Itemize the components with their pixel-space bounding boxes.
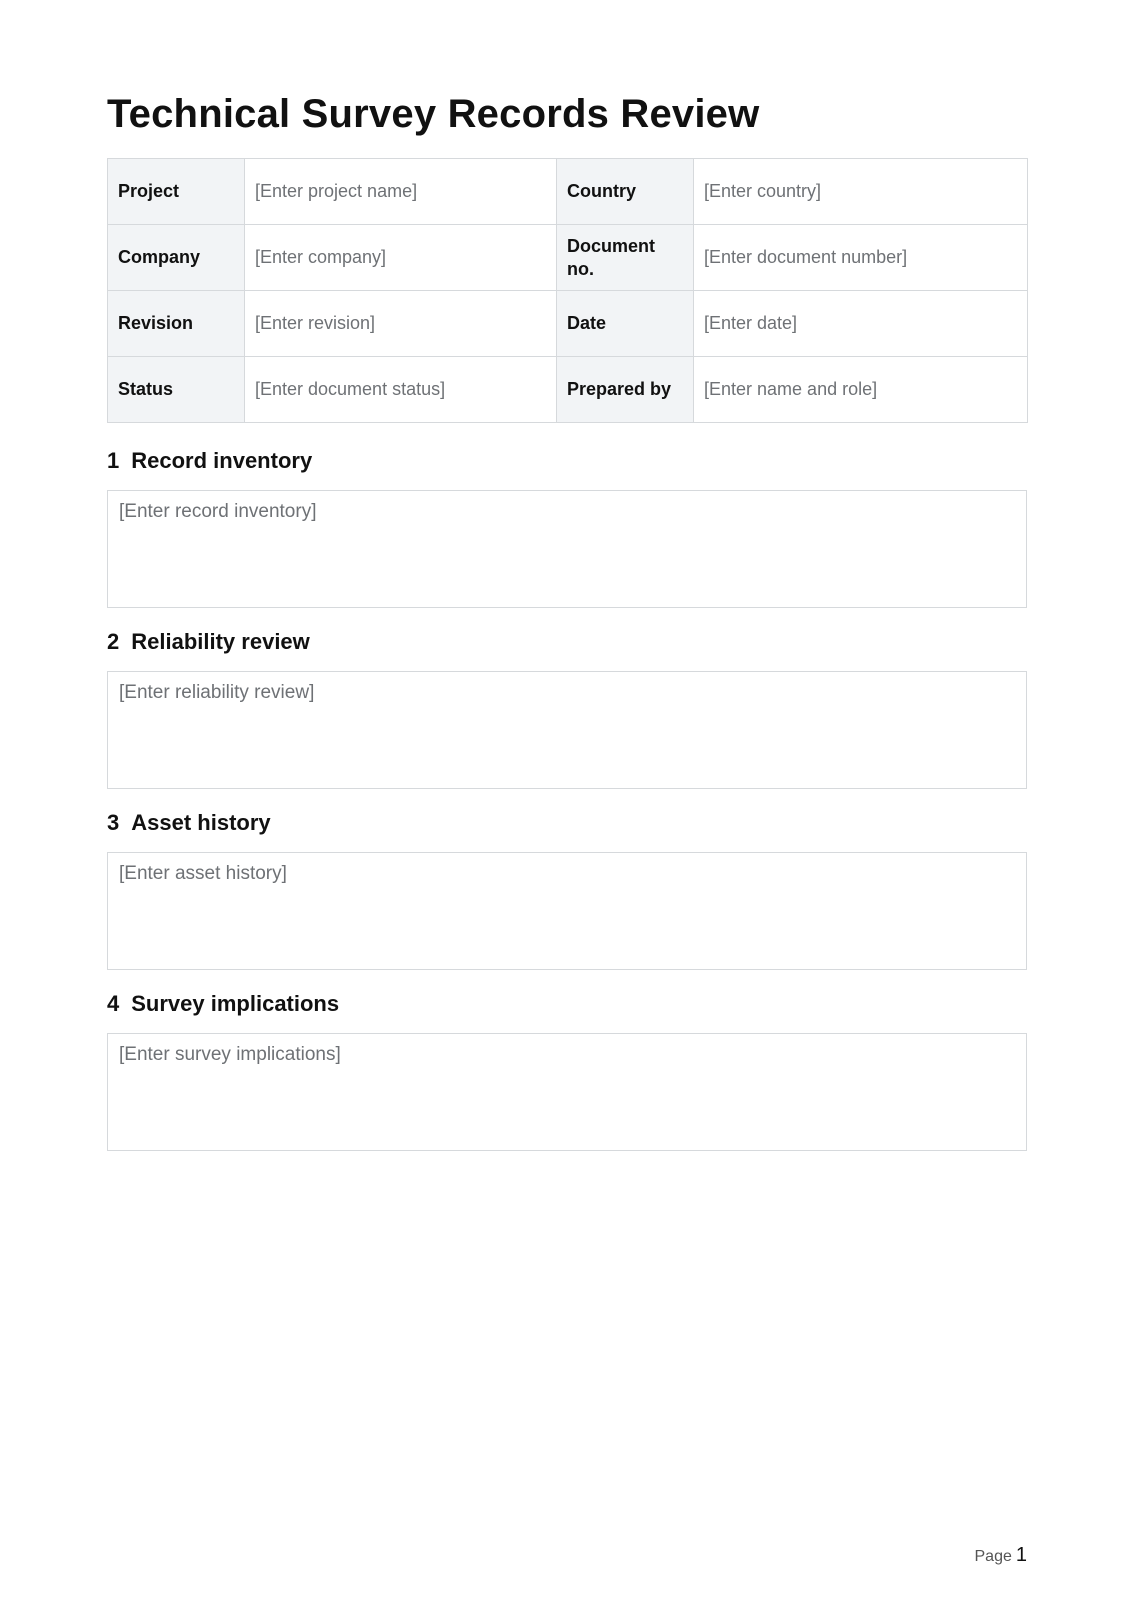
section-number: 2: [107, 629, 120, 654]
section-number: 3: [107, 810, 120, 835]
record-inventory-field[interactable]: [Enter record inventory]: [107, 490, 1027, 608]
document-number-field[interactable]: [Enter document number]: [694, 225, 1028, 291]
table-row: [108, 159, 1028, 225]
revision-label: Revision: [108, 291, 245, 357]
status-label: Status: [108, 357, 245, 423]
project-label: Project: [108, 159, 245, 225]
section-survey-implications: [107, 989, 1027, 1151]
prepared-by-field[interactable]: [Enter name and role]: [694, 357, 1028, 423]
prepared-by-label: Prepared by: [557, 357, 694, 423]
section-title: Asset history: [131, 810, 271, 835]
section-number: 1: [107, 448, 120, 473]
section-heading: [107, 446, 1027, 476]
reliability-review-field[interactable]: [Enter reliability review]: [107, 671, 1027, 789]
date-field[interactable]: [Enter date]: [694, 291, 1028, 357]
page-footer: [975, 1544, 1028, 1567]
date-label: Date: [557, 291, 694, 357]
page-number: 1: [1015, 1544, 1027, 1566]
section-title: Reliability review: [131, 629, 310, 654]
survey-implications-field[interactable]: [Enter survey implications]: [107, 1033, 1027, 1151]
table-row: [108, 357, 1028, 423]
section-record-inventory: [107, 446, 1027, 608]
document-info-table: [107, 158, 1028, 423]
section-asset-history: [107, 808, 1027, 970]
section-number: 4: [107, 991, 120, 1016]
country-label: Country: [557, 159, 694, 225]
company-field[interactable]: [Enter company]: [245, 225, 557, 291]
section-reliability-review: [107, 627, 1027, 789]
table-row: [108, 225, 1028, 291]
section-title: Survey implications: [131, 991, 340, 1016]
table-row: [108, 291, 1028, 357]
project-field[interactable]: [Enter project name]: [245, 159, 557, 225]
section-heading: [107, 627, 1027, 657]
status-field[interactable]: [Enter document status]: [245, 357, 557, 423]
section-heading: [107, 808, 1027, 838]
document-number-label: Document no.: [557, 225, 694, 291]
asset-history-field[interactable]: [Enter asset history]: [107, 852, 1027, 970]
page-label: Page: [974, 1548, 1012, 1565]
section-heading: [107, 989, 1027, 1019]
section-title: Record inventory: [131, 448, 313, 473]
revision-field[interactable]: [Enter revision]: [245, 291, 557, 357]
country-field[interactable]: [Enter country]: [694, 159, 1028, 225]
page-title: Technical Survey Records Review: [107, 92, 760, 136]
company-label: Company: [108, 225, 245, 291]
